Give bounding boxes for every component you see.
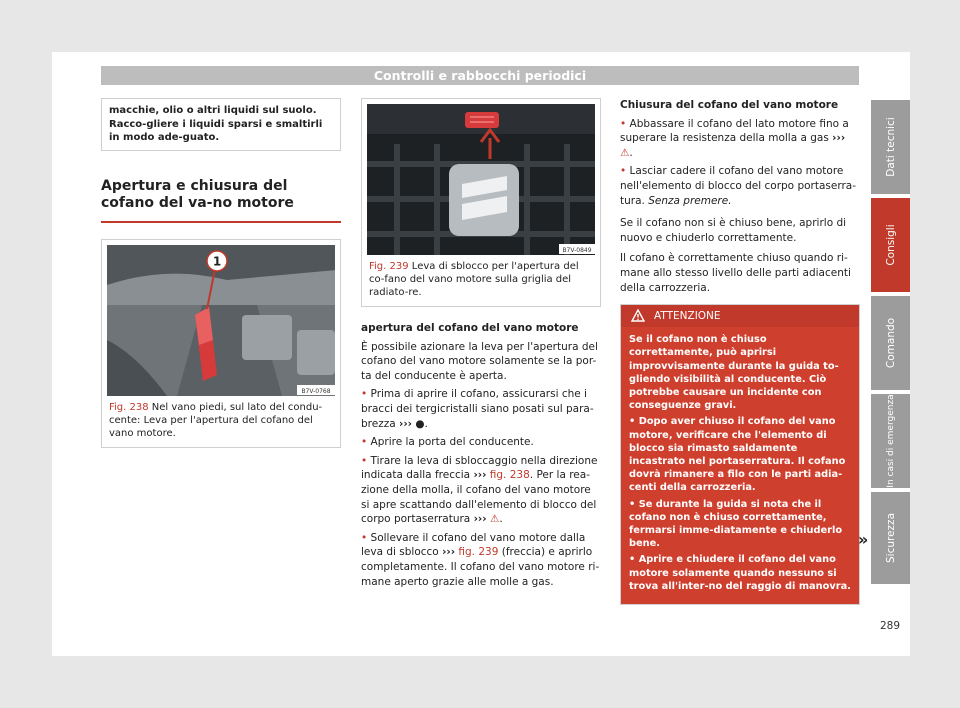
bullet-text: Abbassare il cofano del lato motore fino a superare la resistenza della molla a gas	[620, 117, 849, 145]
bullet-item	[361, 531, 601, 589]
reference-arrows[interactable]: ›››	[473, 469, 487, 482]
bullet-icon: •	[629, 554, 636, 566]
subheading-opening: apertura del cofano del vano motore	[361, 322, 579, 334]
warning-paragraph: Se il cofano non è chiuso correttamente, può aprirsi improvvisamente durante la guida to-gliendo visibilità al conducente. Ciò potrebbe causare un incidente con conseguenze gravi.	[629, 334, 839, 412]
tab-sicurezza[interactable]	[871, 492, 910, 584]
tab-consigli[interactable]	[871, 198, 910, 292]
tab-dati-tecnici[interactable]	[871, 100, 910, 194]
bullet-icon: •	[620, 117, 627, 130]
bullet-item: • Abbassare il cofano del lato motore fino a superare la resistenza della molla a gas ››› ⚠.	[620, 117, 849, 159]
tab-comando[interactable]	[871, 296, 910, 390]
figure-number: Fig. 238	[109, 401, 149, 413]
bullet-icon: •	[361, 388, 368, 401]
figure-239	[361, 98, 601, 307]
bullet-text: Tirare la leva di sbloccaggio nella direzione indicata dalla freccia	[361, 454, 598, 482]
bullet-text: Sollevare il cofano del vano motore dalla leva di sblocco	[361, 531, 586, 559]
figure-caption-text: Nel vano piedi, sul lato del condu-cente: Leva per l'apertura del cofano del vano motore.	[109, 401, 323, 439]
photo-radiator-grille-lever	[367, 104, 595, 255]
section-title: Apertura e chiusura del cofano del va-no motore	[101, 178, 341, 223]
warning-bullet-text: Dopo aver chiuso il cofano del vano motore, verificare che l'elemento di blocco sia rimasto saldamente incastrato nel portaserratura. Il cofano dovrà rimanere a filo con le parti adia-centi della carrozzeria.	[629, 416, 846, 494]
warning-bullet	[629, 553, 851, 593]
bullet-icon: •	[629, 416, 636, 428]
paragraph: Il cofano è correttamente chiuso quando ri-mane allo stesso livello delle parti adiacenti della carrozzeria.	[620, 252, 851, 294]
footwell-illustration	[107, 245, 335, 396]
figure-caption	[362, 260, 600, 306]
tab-label: In casi di emergenza	[885, 394, 896, 488]
tab-in-casi-di-emergenza[interactable]	[871, 394, 910, 488]
figure-caption-text: Leva di sblocco per l'apertura del co-fano del vano motore sulla griglia del radiato-re.	[369, 261, 579, 298]
warning-bullet-text: Se durante la guida si nota che il cofano non è chiuso correttamente, fermarsi imme-diatamente e chiuderlo bene.	[629, 498, 843, 550]
page-number: 289	[879, 620, 900, 632]
reference-arrows[interactable]: ›››	[442, 546, 456, 559]
warning-bullet-text: Aprire e chiudere il cofano del vano motore solamente quando nessuno si trova all'inter-no del raggio di manovra.	[629, 554, 851, 592]
reference-arrows[interactable]: ›››	[399, 417, 412, 430]
warning-bullet	[629, 498, 851, 551]
continue-chevron-icon: »	[858, 530, 869, 549]
warning-box	[620, 304, 860, 605]
bullet-text: Aprire la porta del conducente.	[370, 436, 534, 449]
figure-link[interactable]: fig. 239	[458, 546, 499, 559]
warning-triangle-icon	[631, 309, 645, 322]
photo-hood-release-lever	[107, 245, 335, 396]
bullet-item: • Tirare la leva di sbloccaggio nella direzione indicata dalla freccia ››› fig. 238. Per la rea-zione della molla, il cofano del vano motore si apre scattando dall'elemento di blocco del corpo portaserratura ››› ⚠.	[361, 454, 598, 526]
column-left	[101, 98, 341, 448]
figure-code: B7V-0849	[562, 247, 592, 254]
grille-illustration	[367, 104, 595, 255]
tab-label: Dati tecnici	[884, 117, 897, 177]
bullet-item	[620, 164, 860, 208]
continued-text-box: macchie, olio o altri liquidi sul suolo. Racco-gliere i liquidi sparsi e smaltirli in modo ade-guato.	[101, 98, 341, 151]
emphasis-text: Senza premere.	[648, 194, 732, 207]
page-header: Controlli e rabbocchi periodici	[101, 66, 859, 85]
column-middle	[361, 98, 601, 593]
figure-link[interactable]: fig. 238	[489, 469, 530, 482]
warning-title: ATTENZIONE	[654, 310, 721, 323]
column-right	[620, 98, 860, 605]
figure-number: Fig. 239	[369, 261, 409, 272]
tab-label: Comando	[884, 317, 897, 369]
figure-238	[101, 239, 341, 448]
bullet-icon: •	[620, 165, 627, 178]
bullet-icon: •	[361, 454, 368, 467]
subheading-closing: Chiusura del cofano del vano motore	[620, 99, 839, 111]
tab-label: Sicurezza	[884, 512, 897, 564]
reference-arrows[interactable]: ›››	[832, 132, 846, 145]
bullet-text: . Per la rea-zione della molla, il cofano del vano motore si apre scattando dall'elemento di blocco del corpo portaserratura	[361, 469, 597, 526]
warning-bullet	[629, 415, 851, 494]
callout-badge: 1	[212, 254, 222, 268]
bullet-item	[361, 435, 601, 450]
reference-arrows[interactable]: ›››	[473, 513, 487, 526]
tab-label: Consigli	[884, 224, 897, 266]
bullet-icon: •	[361, 436, 368, 449]
bullet-icon: •	[361, 531, 368, 544]
figure-caption	[102, 401, 340, 447]
figure-code: B7V-0768	[301, 387, 331, 395]
warning-header	[621, 305, 859, 327]
bullet-text: (freccia) e aprirlo completamente. Il cofano del vano motore ri-mane aperto grazie alle molle a gas.	[361, 546, 600, 588]
bullet-text: Lasciar cadere il cofano del vano motore nell'elemento di blocco del corpo portaserra-tura.	[620, 165, 857, 207]
warning-triangle-icon: ⚠	[489, 513, 500, 526]
warning-body	[621, 327, 859, 604]
paragraph-intro: È possibile azionare la leva per l'apertura del cofano del vano motore solamente se la por-ta del conducente è aperta.	[361, 340, 598, 382]
bullet-icon: •	[629, 498, 636, 510]
bullet-text: Prima di aprire il cofano, assicurarsi che i bracci dei tergicristalli siano posati sul para-brezza	[361, 388, 594, 430]
notice-icon: ●	[415, 417, 425, 430]
warning-triangle-icon: ⚠	[620, 146, 630, 159]
bullet-item: • Prima di aprire il cofano, assicurarsi che i bracci dei tergicristalli siano posati sul para-brezza ››› ●.	[361, 388, 594, 430]
paragraph: Se il cofano non si è chiuso bene, aprirlo di nuovo e chiuderlo correttamente.	[620, 217, 847, 244]
